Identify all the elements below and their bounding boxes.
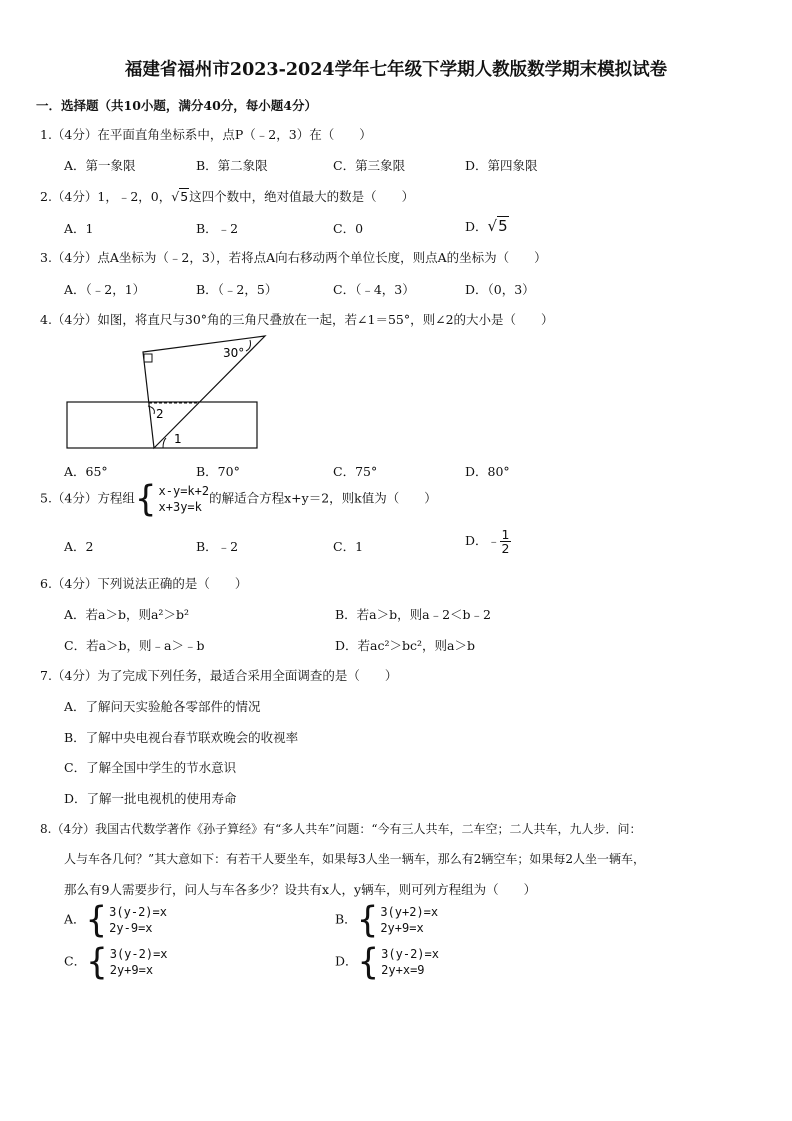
q5-stem-pre: 5.（4分）方程组	[40, 490, 135, 506]
q4-option-b: B．70°	[196, 464, 240, 479]
brace-symbol: {	[357, 941, 380, 983]
angle-1-arc	[163, 438, 166, 448]
sqrt-symbol: √5	[171, 189, 189, 204]
fraction-numerator: 1	[501, 527, 510, 542]
q8-option-b	[335, 899, 439, 941]
equation-system	[134, 478, 210, 520]
label-angle-1: 1	[174, 432, 182, 446]
q5-option-b: B．﹣2	[196, 539, 239, 554]
triangle-set-square	[143, 336, 265, 448]
q4-option-a: A．65°	[64, 464, 108, 479]
q3-option-b: B．（﹣2，5）	[196, 282, 278, 297]
q7-option-d: D．了解一批电视机的使用寿命	[64, 791, 237, 806]
q8-d-eq2: 2y+x=9	[381, 963, 425, 977]
q8-c-eq1: 3(y-2)=x	[109, 947, 168, 961]
q2-option-b: B．﹣2	[196, 221, 239, 236]
question-6-stem: 6.（4分）下列说法正确的是（ ）	[40, 576, 248, 591]
q8-b-eq1: 3(y+2)=x	[380, 905, 439, 919]
q5-equation-2: x+3y=k	[158, 500, 202, 514]
q8-option-a-label: A．	[64, 911, 86, 927]
q2-option-d-label: D．	[465, 219, 488, 234]
brace-symbol: {	[86, 941, 108, 983]
q3-option-a: A．（﹣2，1）	[64, 282, 146, 297]
q8-option-d	[335, 941, 439, 983]
section-heading: 一．选择题（共10小题，满分40分，每小题4分）	[36, 98, 317, 113]
question-2-stem	[40, 187, 414, 205]
q2-stem-pre: 2.（4分）1，﹣2，0，	[40, 189, 172, 204]
q2-option-d-radicand: 5	[498, 217, 508, 235]
q2-stem-post: 这四个数中，绝对值最大的数是（ ）	[189, 189, 415, 204]
q1-option-c: C．第三象限	[333, 158, 406, 173]
q8-option-b-label: B．	[335, 911, 357, 927]
fraction	[500, 528, 511, 555]
brace-symbol: {	[134, 478, 157, 520]
q4-option-c: C．75°	[333, 464, 378, 479]
q5-option-d	[465, 528, 511, 555]
q2-option-d	[465, 217, 509, 235]
q1-option-a: A．第一象限	[64, 158, 136, 173]
question-3-stem: 3.（4分）点A坐标为（﹣2，3），若将点A向右移动两个单位长度，则点A的坐标为（ ）	[40, 250, 547, 265]
question-5-stem	[40, 478, 437, 520]
q3-option-d: D．（0，3）	[465, 282, 535, 297]
q8-c-eq2: 2y+9=x	[109, 963, 154, 977]
q8-option-c-label: C．	[64, 953, 87, 969]
q5-option-a: A．2	[64, 539, 94, 554]
question-8-line-1: 8.（4分）我国古代数学著作《孙子算经》有“多人共车”问题：“今有三人共车，二车空；二人共车，九人步．问：	[40, 822, 642, 836]
q5-stem-post: 的解适合方程x+y＝2，则k值为（ ）	[209, 490, 437, 506]
q1-option-b: B．第二象限	[196, 158, 268, 173]
q1-option-d: D．第四象限	[465, 158, 538, 173]
brace-symbol: {	[85, 899, 108, 941]
fraction-denominator: 2	[501, 541, 510, 556]
q2-option-c: C．0	[333, 221, 364, 236]
label-angle-30: 30°	[223, 346, 245, 360]
q6-option-c: C．若a＞b，则﹣a＞﹣b	[64, 638, 205, 653]
q2-stem-radicand: 5	[180, 189, 189, 204]
q6-option-d: D．若ac²＞bc²，则a＞b	[335, 638, 475, 653]
ruler-triangle-figure	[60, 332, 270, 452]
question-8-line-3: 那么有9人需要步行，问人与车各多少？设共有x人，y辆车，则可列方程组为（ ）	[64, 882, 537, 897]
q5-option-c: C．1	[333, 539, 364, 554]
label-angle-2: 2	[156, 407, 164, 421]
q6-option-b: B．若a＞b，则a﹣2＜b﹣2	[335, 607, 492, 622]
q8-d-eq1: 3(y-2)=x	[381, 947, 439, 961]
q8-option-d-label: D．	[335, 953, 358, 969]
page-title: 福建省福州市2023-2024学年七年级下学期人教版数学期末模拟试卷	[124, 60, 668, 80]
brace-symbol: {	[356, 899, 379, 941]
angle-30-arc	[246, 340, 251, 351]
q6-option-a: A．若a＞b，则a²＞b²	[64, 607, 189, 622]
right-angle-mark	[144, 354, 152, 362]
q5-option-d-label: D．﹣	[465, 533, 501, 548]
question-1-stem: 1.（4分）在平面直角坐标系中，点P（﹣2，3）在（ ）	[40, 127, 372, 142]
q8-option-c	[64, 941, 168, 983]
question-4-stem: 4.（4分）如图，将直尺与30°角的三角尺叠放在一起，若∠1＝55°，则∠2的大小是（ ）	[40, 312, 554, 327]
q4-option-d: D．80°	[465, 464, 510, 479]
sqrt-symbol: √5	[487, 217, 508, 235]
q8-b-eq2: 2y+9=x	[380, 921, 424, 935]
q2-option-a: A．1	[64, 221, 94, 236]
q7-option-c: C．了解全国中学生的节水意识	[64, 760, 237, 775]
q3-option-c: C．（﹣4，3）	[333, 282, 415, 297]
question-8-line-2: 人与车各几何？”其大意如下：有若干人要坐车，如果每3人坐一辆车，那么有2辆空车；如果每2人坐一辆车，	[64, 852, 646, 866]
q7-option-b: B．了解中央电视台春节联欢晚会的收视率	[64, 730, 299, 745]
q8-a-eq2: 2y-9=x	[109, 921, 153, 935]
q5-equation-1: x-y=k+2	[158, 484, 210, 498]
q8-a-eq1: 3(y-2)=x	[109, 905, 167, 919]
q8-option-a	[64, 899, 167, 941]
q7-option-a: A．了解问天实验舱各零部件的情况	[64, 699, 261, 714]
question-7-stem: 7.（4分）为了完成下列任务，最适合采用全面调查的是（ ）	[40, 668, 398, 683]
